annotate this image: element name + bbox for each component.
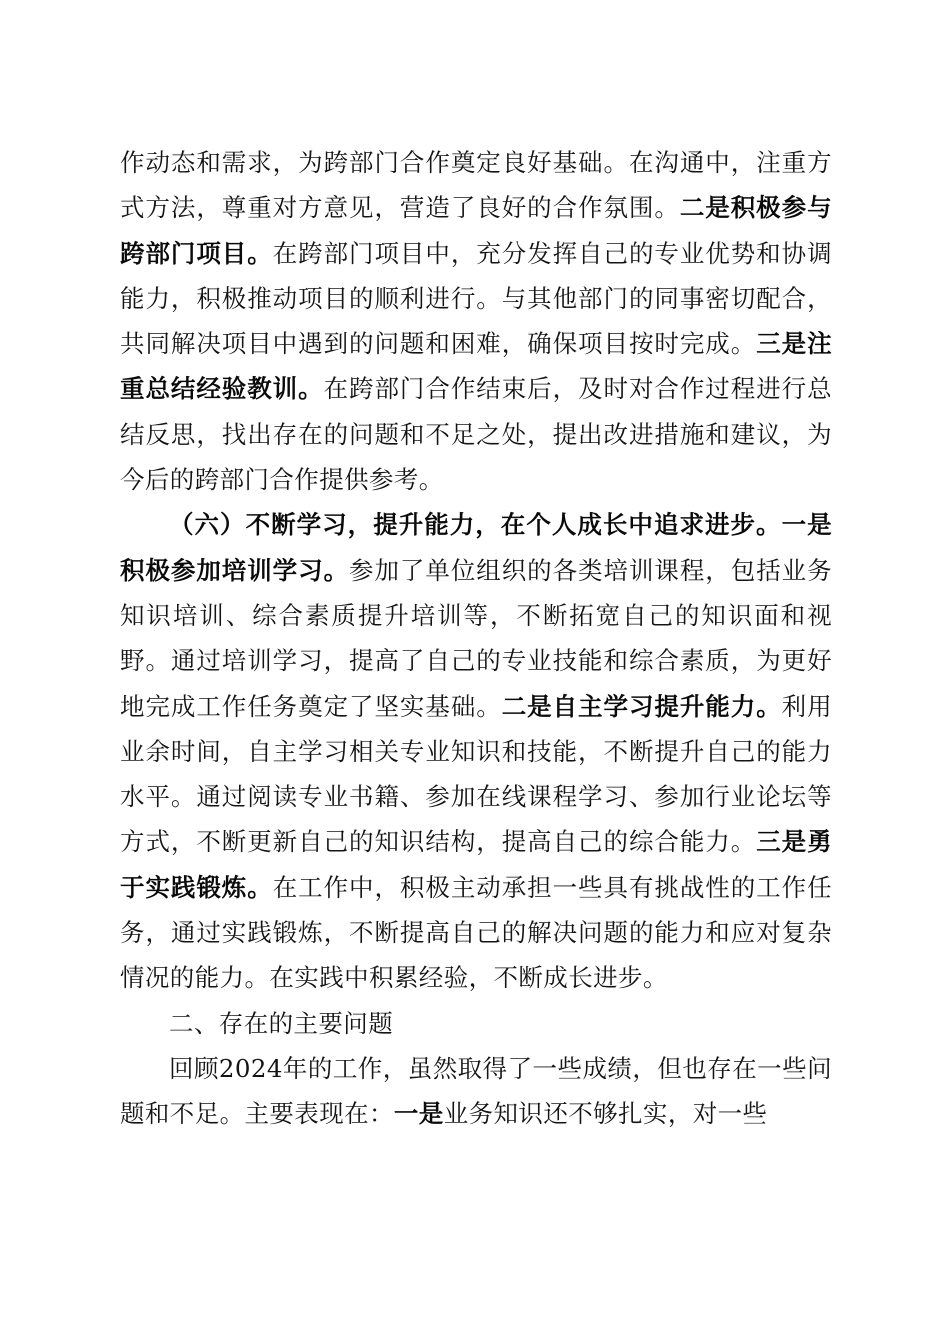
section-heading-6: （六）不断学习，提升能力，在个人成长中追求进步。一是积极参加培训学习。 [120,510,832,585]
paragraph-cross-department [120,140,832,502]
bold-point-3: 三是注重总结经验教训。 [120,329,832,404]
bold-point-3: 三是勇于实践锻炼。 [120,827,832,902]
paragraph-text: 业务知识还不够扎实，对一些 [443,1099,768,1129]
paragraph-problems [120,1046,832,1137]
paragraph-text: 作动态和需求，为跨部门合作奠定良好基础。在沟通中，注重方式方法，尊重对方意见，营造了良好的合作氛围。 [120,148,832,223]
paragraph-text: 利用业余时间，自主学习相关专业知识和技能，不断提升自己的能力水平。通过阅读专业书籍、参加在线课程学习、参加行业论坛等方式，不断更新自己的知识结构，提高自己的综合能力。 [120,691,832,857]
document-body [120,140,832,1137]
paragraph-text: 在工作中，积极主动承担一些具有挑战性的工作任务，通过实践锻炼，不断提高自己的解决问题的能力和应对复杂情况的能力。在实践中积累经验，不断成长进步。 [120,872,832,993]
bold-point-2: 二是自主学习提升能力。 [501,691,782,721]
bold-point-1: 一是 [393,1099,444,1129]
paragraph-learning [120,502,832,1000]
bold-point-2: 二是积极参与跨部门项目。 [120,193,832,268]
paragraph-text: 在跨部门合作结束后，及时对合作过程进行总结反思，找出存在的问题和不足之处，提出改进措施和建议，为今后的跨部门合作提供参考。 [120,374,833,495]
paragraph-text: 参加了单位组织的各类培训课程，包括业务知识培训、综合素质提升培训等，不断拓宽自己的知识面和视野。通过培训学习，提高了自己的专业技能和综合素质，为更好地完成工作任务奠定了坚实基础。 [120,555,832,721]
paragraph-text: 回顾2024年的工作，虽然取得了一些成绩，但也存在一些问题和不足。主要表现在： [120,1053,832,1129]
section-heading-2: 二、存在的主要问题 [169,1008,394,1038]
paragraph-text: 在跨部门项目中，充分发挥自己的专业优势和协调能力，积极推动项目的顺利进行。与其他部门的同事密切配合，共同解决项目中遇到的问题和困难，确保项目按时完成。 [120,238,832,359]
